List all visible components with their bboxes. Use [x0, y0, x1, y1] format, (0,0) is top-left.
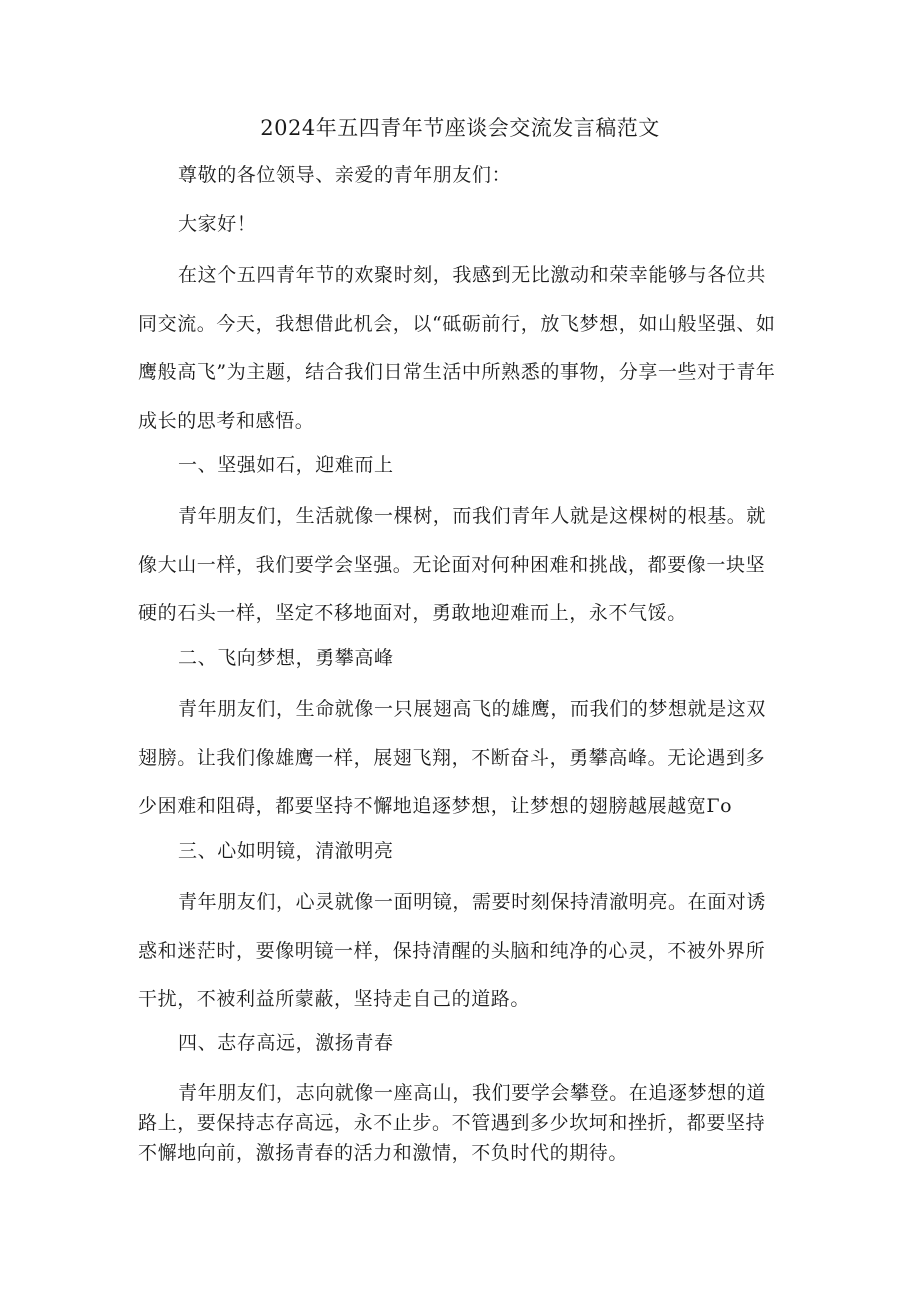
section-body-3: 青年朋友们，心灵就像一面明镜，需要时刻保持清澈明亮。在面对诱惑和迷茫时，要像明镜一样，保持清醒的头脑和纯净的心灵，不被外界所干扰，不被利益所蒙蔽，坚持走自己的道路。 [138, 891, 767, 1010]
section-heading-1: 一、坚强如石，迎难而上 [178, 454, 394, 476]
section-heading-3: 三、心如明镜，清澈明亮 [178, 840, 394, 862]
document-title: 2024年五四青年节座谈会交流发言稿范文 [260, 116, 660, 140]
section-body-4: 青年朋友们，志向就像一座高山，我们要学会攀登。在追逐梦想的道路上，要保持志存高远，永不止步。不管遇到多少坎坷和挫折，都要坚持不懈地向前，激扬青春的活力和激情，不负时代的期待。 [138, 1082, 767, 1164]
section-body-2: 青年朋友们，生命就像一只展翅高飞的雄鹰，而我们的梦想就是这双翅膀。让我们像雄鹰一样，展翅飞翔，不断奋斗，勇攀高峰。无论遇到多少困难和阻碍，都要坚持不懈地追逐梦想，让梦想的翅膀越展越宽Γo [138, 698, 767, 817]
intro-paragraph: 在这个五四青年节的欢聚时刻，我感到无比激动和荣幸能够与各位共同交流。今天，我想借此机会，以“砥砺前行，放飞梦想，如山般坚强、如鹰般高飞”为主题，结合我们日常生活中所熟悉的事物，分享一些对于青年成长的思考和感悟。 [138, 264, 776, 432]
section-heading-2: 二、飞向梦想，勇攀高峰 [178, 647, 394, 669]
section-heading-4: 四、志存高远，激扬青春 [178, 1032, 394, 1054]
greeting: 大家好！ [178, 213, 257, 235]
salutation: 尊敬的各位领导、亲爱的青年朋友们： [178, 164, 512, 186]
section-body-1: 青年朋友们，生活就像一棵树，而我们青年人就是这棵树的根基。就像大山一样，我们要学会坚强。无论面对何种困难和挑战，都要像一块坚硬的石头一样，坚定不移地面对，勇敢地迎难而上，永不气馁。 [138, 505, 767, 624]
